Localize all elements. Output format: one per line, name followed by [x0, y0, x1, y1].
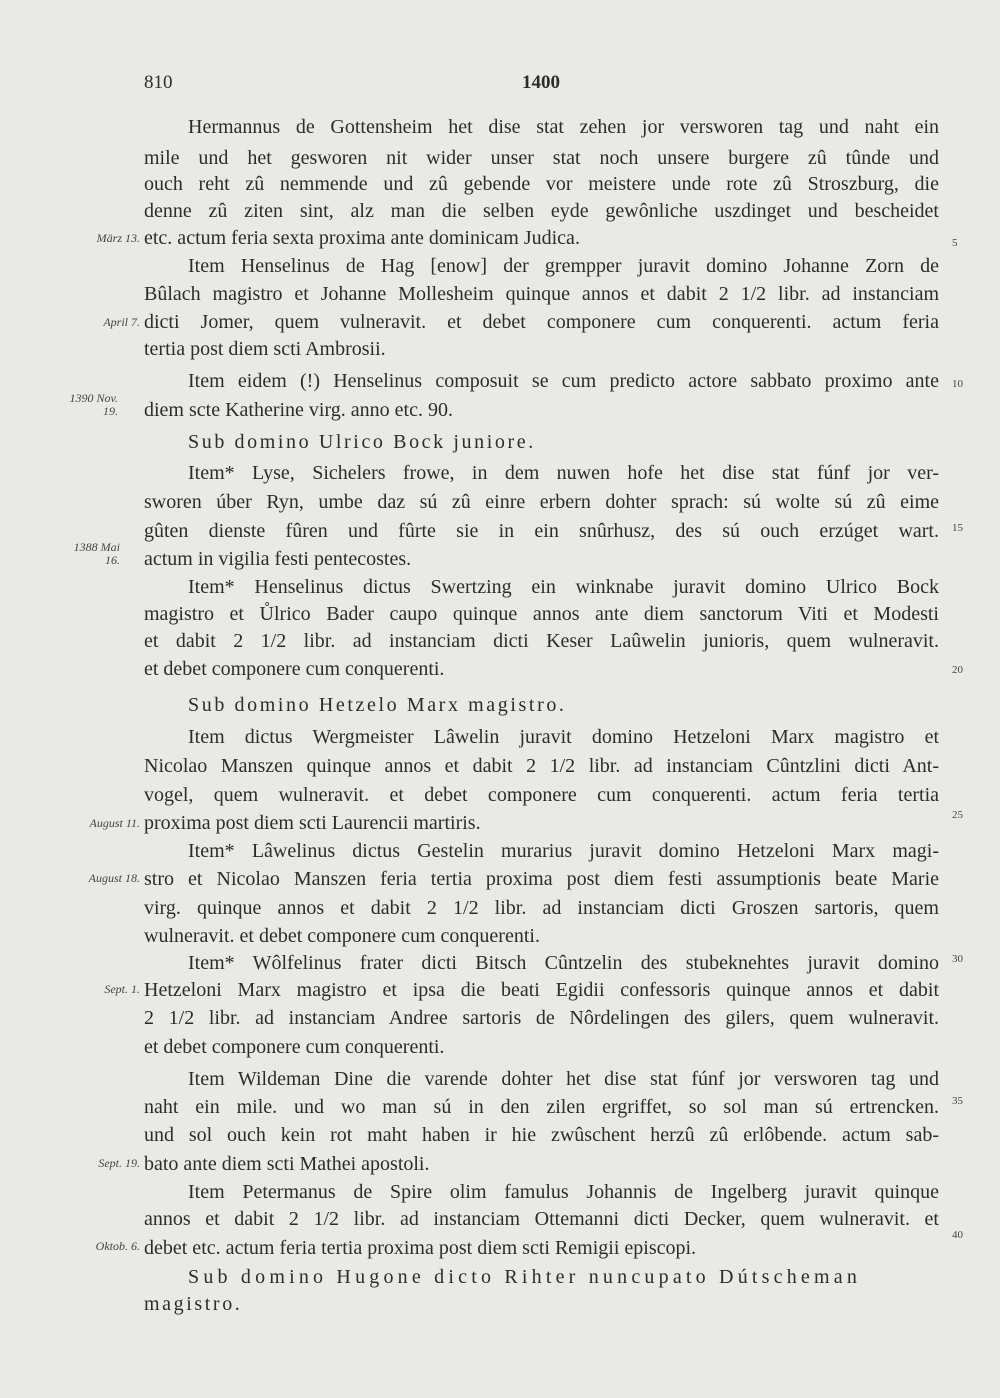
text-line: magistro et Ůlrico Bader caupo quinque annos ante diem sanctorum Viti et Modesti: [144, 603, 939, 625]
text-line: Hermannus de Gottensheim het dise stat zehen jor versworen tag und naht ein: [188, 116, 939, 138]
page-number: 810: [144, 72, 173, 93]
section-heading: magistro.: [144, 1293, 243, 1315]
text-line: et dabit 2 1/2 libr. ad instanciam dicti Keser Laûwelin junioris, quem wulneravit.: [144, 630, 939, 652]
text-line: et debet componere cum conquerenti.: [144, 658, 445, 680]
text-line: mile und het gesworen nit wider unser stat noch unsere burgere zû tûnde und: [144, 147, 939, 169]
margin-date: August 11.: [89, 816, 140, 830]
line-number: 40: [952, 1229, 963, 1241]
text-line: Item* Wôlfelinus frater dicti Bitsch Cûntzelin des stubeknehtes juravit domino: [188, 952, 939, 974]
text-line: wulneravit. et debet componere cum conquerenti.: [144, 925, 540, 947]
text-line: 2 1/2 libr. ad instanciam Andree sartoris de Nôrdelingen des gilers, quem wulneravit.: [144, 1007, 939, 1029]
margin-date: Oktob. 6.: [95, 1239, 140, 1253]
line-number: 30: [952, 953, 963, 965]
text-line: bato ante diem scti Mathei apostoli.: [144, 1153, 430, 1175]
margin-date: August 18.: [88, 871, 140, 885]
text-line: Item dictus Wergmeister Lâwelin juravit domino Hetzeloni Marx magistro et: [188, 726, 939, 748]
margin-date: Sept. 1.: [104, 982, 140, 996]
margin-date: 1390 Nov. 19.: [69, 391, 118, 418]
margin-date: März 13.: [96, 231, 140, 245]
line-number: 10: [952, 378, 963, 390]
text-line: virg. quinque annos et dabit 2 1/2 libr. ad instanciam dicti Groszen sartoris, quem: [144, 897, 939, 919]
text-line: Item Wildeman Dine die varende dohter het dise stat fúnf jor versworen tag und: [188, 1068, 939, 1090]
line-number: 25: [952, 809, 963, 821]
text-line: actum in vigilia festi pentecostes.: [144, 548, 412, 570]
section-heading: Sub domino Hetzelo Marx magistro.: [188, 694, 567, 716]
text-line: Item eidem (!) Henselinus composuit se cum predicto actore sabbato proximo ante: [188, 370, 939, 392]
line-number: 5: [952, 237, 958, 249]
text-line: naht ein mile. und wo man sú in den zilen ergriffet, so sol man sú ertrencken.: [144, 1096, 939, 1118]
text-line: sworen úber Ryn, umbe daz sú zû einre erbern dohter sprach: sú wolte sú zû eime: [144, 491, 939, 513]
line-number: 15: [952, 522, 963, 534]
margin-date: 1388 Mai 16.: [73, 540, 120, 567]
text-line: proxima post diem scti Laurencii martiris.: [144, 812, 481, 834]
text-line: dicti Jomer, quem vulneravit. et debet componere cum conquerenti. actum feria: [144, 311, 939, 333]
text-line: und sol ouch kein rot maht haben ir hie zwûschent herzû zû erlôbende. actum sab-: [144, 1124, 939, 1146]
line-number: 35: [952, 1095, 963, 1107]
margin-date: April 7.: [103, 315, 140, 329]
page-year-heading: 1400: [522, 72, 560, 93]
text-line: debet etc. actum feria tertia proxima post diem scti Remigii episcopi.: [144, 1237, 697, 1259]
text-line: et debet componere cum conquerenti.: [144, 1036, 445, 1058]
margin-date: Sept. 19.: [98, 1156, 140, 1170]
line-number: 20: [952, 664, 963, 676]
text-line: denne zû ziten sint, alz man die selben eyde gewônliche uszdinget und bescheidet: [144, 200, 939, 222]
text-line: etc. actum feria sexta proxima ante dominicam Judica.: [144, 227, 580, 249]
text-line: ouch reht zû nemmende und zû gebende vor meistere unde rote zû Stroszburg, die: [144, 173, 939, 195]
text-line: vogel, quem wulneravit. et debet componere cum conquerenti. actum feria tertia: [144, 784, 939, 806]
text-line: Bûlach magistro et Johanne Mollesheim quinque annos et dabit 2 1/2 libr. ad instanciam: [144, 283, 939, 305]
text-line: Item* Henselinus dictus Swertzing ein winknabe juravit domino Ulrico Bock: [188, 576, 939, 598]
section-heading: Sub domino Hugone dicto Rihter nuncupato Dútscheman: [188, 1266, 862, 1288]
text-line: annos et dabit 2 1/2 libr. ad instanciam Ottemanni dicti Decker, quem wulneravit. et: [144, 1208, 939, 1230]
text-line: stro et Nicolao Manszen feria tertia proxima post diem festi assumptionis beate Marie: [144, 868, 939, 890]
text-line: gûten dienste fûren und fûrte sie in ein snûrhusz, des sú ouch erzúget wart.: [144, 520, 939, 542]
text-line: Hetzeloni Marx magistro et ipsa die beati Egidii confessoris quinque annos et dabit: [144, 979, 939, 1001]
text-line: Item Henselinus de Hag [enow] der grempper juravit domino Johanne Zorn de: [188, 255, 939, 277]
text-line: Item* Lâwelinus dictus Gestelin murarius juravit domino Hetzeloni Marx magi-: [188, 840, 939, 862]
text-line: diem scte Katherine virg. anno etc. 90.: [144, 399, 453, 421]
text-line: Nicolao Manszen quinque annos et dabit 2 1/2 libr. ad instanciam Cûntzlini dicti Ant-: [144, 755, 939, 777]
text-line: tertia post diem scti Ambrosii.: [144, 338, 386, 360]
text-line: Item Petermanus de Spire olim famulus Johannis de Ingelberg juravit quinque: [188, 1181, 939, 1203]
section-heading: Sub domino Ulrico Bock juniore.: [188, 431, 536, 453]
text-line: Item* Lyse, Sichelers frowe, in dem nuwen hofe het dise stat fúnf jor ver-: [188, 462, 939, 484]
